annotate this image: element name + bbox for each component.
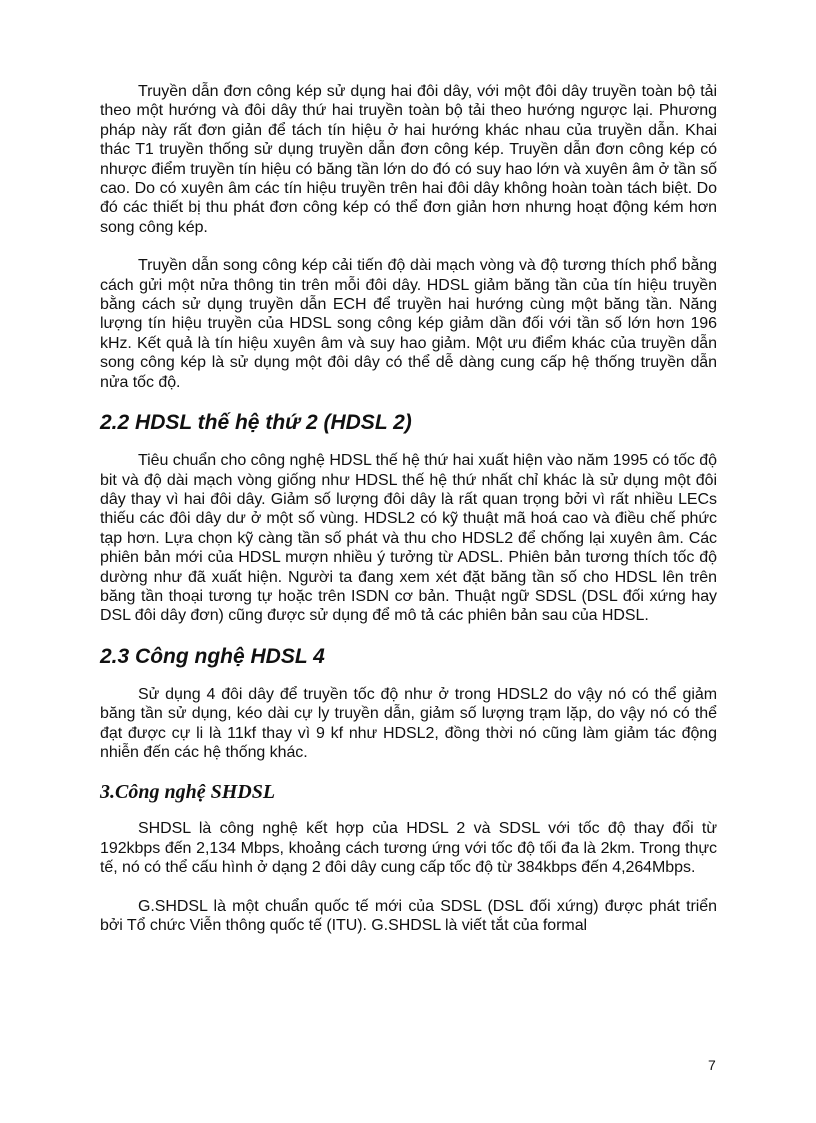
- paragraph-gshdsl: G.SHDSL là một chuẩn quốc tế mới của SDSL (DSL đối xứng) được phát triển bởi Tổ chức Viễn thông quốc tế (ITU). G.SHDSL là viết tắt của formal: [100, 897, 717, 934]
- paragraph-hdsl4: Sử dụng 4 đôi dây để truyền tốc độ như ở trong HDSL2 do vậy nó có thể giảm băng tần sử dụng, kéo dài cự ly truyền dẫn, giảm số lượng trạm lặp, do vậy nó có thể đạt được cự li là 11kf thay vì 9 kf như HDSL2, đồng thời nó cũng làm giảm tác động nhiễn đến các hệ thống khác.: [100, 685, 717, 761]
- paragraph-shdsl: SHDSL là công nghệ kết hợp của HDSL 2 và SDSL với tốc độ thay đổi từ 192kbps đến 2,134 Mbps, khoảng cách tương ứng với tốc độ tối đa là 2km. Trong thực tế, nó có thể cấu hình ở dạng 2 đôi dây cung cấp tốc độ từ 384kbps đến 4,264Mbps.: [100, 820, 717, 877]
- heading-shdsl: 3.Công nghệ SHDSL: [100, 781, 276, 804]
- paragraph-hdsl2: Tiêu chuẩn cho công nghệ HDSL thế hệ thứ hai xuất hiện vào năm 1995 có tốc độ bit và độ dài mạch vòng giống như HDSL thế hệ thứ nhất chỉ khác là sử dụng một đôi dây thay vì hai đôi dây. Giảm số lượng đôi dây là rất quan trọng bởi vì rất nhiều LECs thiếu các đôi dây dư ở một số vùng. HDSL2 có kỹ thuật mã hoá cao và điều chế phức tạp hơn. Lựa chọn kỹ càng tần số phát và thu cho HDSL2 để chống lại xuyên âm. Các phiên bản mới của HDSL mượn nhiều ý tưởng từ ADSL. Phiên bản tương thích tốc độ dường như đã xuất hiện. Người ta đang xem xét đặt băng tần số cho HDSL lên trên băng tần thoại tương tự hoặc trên ISDN cơ bản. Thuật ngữ SDSL (DSL đối xứng hay DSL đôi dây đơn) cũng được sử dụng để mô tả các phiên bản sau của HDSL.: [100, 452, 717, 625]
- heading-hdsl4: 2.3 Công nghệ HDSL 4: [100, 644, 325, 668]
- paragraph-duplex-dual-pair: Truyền dẫn song công kép cải tiến độ dài mạch vòng và độ tương thích phổ bằng cách gửi một nửa thông tin trên mỗi đôi dây. HDSL giảm băng tần của tín hiệu truyền bằng cách sử dụng truyền dẫn ECH để truyền hai hướng cùng một băng tần. Năng lượng tín hiệu truyền của HDSL song công kép giảm dần đối với tần số lớn hơn 196 kHz. Kết quả là tín hiệu xuyên âm và suy hao giảm. Một ưu điểm khác của truyền dẫn song công kép là sử dụng một đôi dây có thể dễ dàng cung cấp hệ thống truyền dẫn nửa tốc độ.: [100, 257, 717, 391]
- heading-hdsl2: 2.2 HDSL thế hệ thứ 2 (HDSL 2): [100, 411, 412, 435]
- document-page: [100, 82, 717, 935]
- page-number: 7: [708, 1057, 716, 1073]
- paragraph-simplex-dual-pair: Truyền dẫn đơn công kép sử dụng hai đôi dây, với một đôi dây truyền toàn bộ tải theo một hướng và đôi dây thứ hai truyền toàn bộ tải theo hướng ngược lại. Phương pháp này rất đơn giản để tách tín hiệu ở hai hướng khác nhau của truyền dẫn. Khai thác T1 truyền thống sử dụng truyền dẫn đơn công kép. Truyền dẫn đơn công kép có nhược điểm truyền tín hiệu có băng tần lớn do đó có suy hao lớn và xuyên âm ở tần số cao. Do có xuyên âm các tín hiệu truyền trên hai đôi dây không hoàn toàn tách biệt. Do đó các thiết bị thu phát đơn công kép có thể đơn giản hơn nhưng hoạt động kém hơn song công kép.: [100, 83, 717, 236]
